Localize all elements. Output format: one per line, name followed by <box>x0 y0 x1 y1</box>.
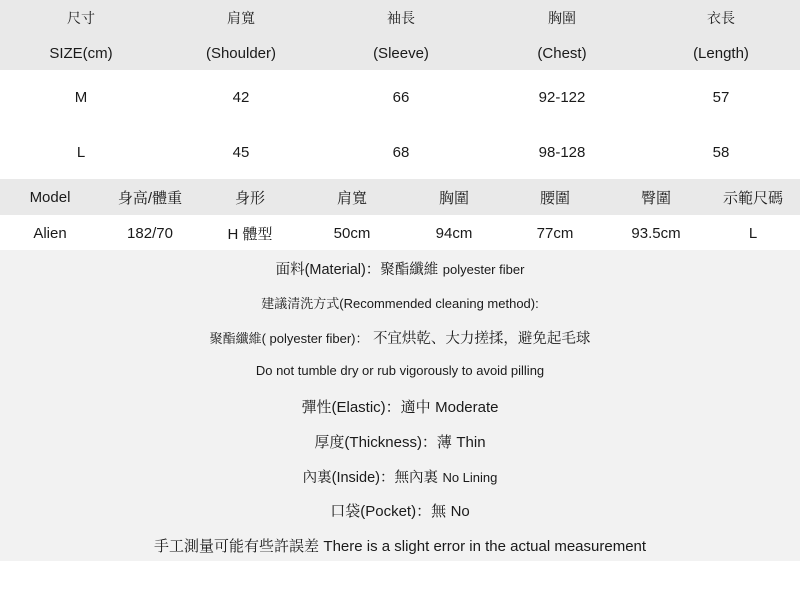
shoulder-cell: 50cm <box>333 224 371 242</box>
header-sleeve-zh: 袖長 <box>387 10 415 26</box>
product-notes <box>0 250 800 561</box>
model-name-cell: Alien <box>33 224 67 242</box>
size-cell: M <box>74 89 88 106</box>
size-table <box>0 0 800 180</box>
height-weight-cell: 182/70 <box>127 224 173 242</box>
thickness-note <box>0 431 800 452</box>
waist-cell: 77cm <box>536 224 574 242</box>
cleaning-title-text: 建議清洗方式(Recommended cleaning method): <box>261 296 539 311</box>
pocket-label: 口袋(Pocket)：無 <box>330 503 447 520</box>
model-table-header <box>0 179 800 215</box>
thickness-value: Thin <box>456 434 486 451</box>
size-table-header <box>0 0 800 70</box>
cleaning-instruction-en: Do not tumble dry or rub vigorously to avoid pilling <box>255 363 545 378</box>
measurement-error-zh: 手工測量可能有些許誤差 <box>153 538 319 555</box>
header-model: Model <box>29 188 71 206</box>
sleeve-cell: 66 <box>392 89 410 106</box>
cleaning-title <box>0 293 800 313</box>
header-shoulder: 肩寬 <box>336 189 367 207</box>
cleaning-instruction: 不宜烘乾、大力搓揉，避免起毛球 <box>372 331 591 347</box>
cleaning-note <box>0 327 800 348</box>
header-height-weight: 身高/體重 <box>117 189 183 207</box>
shoulder-cell: 42 <box>232 89 250 106</box>
elastic-value: Moderate <box>435 399 499 416</box>
measurement-error-en: There is a slight error in the actual measurement <box>323 538 647 555</box>
elastic-note <box>0 396 800 417</box>
demo-size-cell: L <box>748 224 758 242</box>
table-row <box>0 125 800 180</box>
material-note <box>0 258 800 279</box>
length-cell: 58 <box>712 144 730 161</box>
header-sleeve-en: (Sleeve) <box>373 44 429 62</box>
inside-note <box>0 466 800 487</box>
header-hip: 臀圍 <box>640 189 671 207</box>
header-size-en: SIZE(cm) <box>49 44 113 62</box>
chest-cell: 98-128 <box>538 144 586 161</box>
thickness-label: 厚度(Thickness)：薄 <box>314 434 452 451</box>
cleaning-material: 聚酯纖維( polyester fiber)： <box>209 331 369 346</box>
chest-cell: 92-122 <box>538 89 586 106</box>
shoulder-cell: 45 <box>232 144 250 161</box>
measurement-error-note <box>0 535 800 556</box>
header-demo-size: 示範尺碼 <box>722 189 783 207</box>
table-row <box>0 70 800 125</box>
size-cell: L <box>76 144 86 161</box>
model-table <box>0 179 800 251</box>
inside-value: No Lining <box>442 470 498 485</box>
length-cell: 57 <box>712 89 730 106</box>
header-shoulder-en: (Shoulder) <box>205 44 277 62</box>
pocket-value: No <box>450 503 470 520</box>
header-body-shape: 身形 <box>234 189 265 207</box>
header-waist: 腰圍 <box>539 189 570 207</box>
body-shape-cell: H 體型 <box>227 225 273 243</box>
table-row <box>0 215 800 251</box>
header-chest-en: (Chest) <box>537 44 587 62</box>
header-shoulder-zh: 肩寬 <box>227 10 255 26</box>
header-size-zh: 尺寸 <box>67 10 95 26</box>
cleaning-en-note <box>0 362 800 380</box>
hip-cell: 93.5cm <box>631 224 681 242</box>
material-value: polyester fiber <box>442 262 525 277</box>
elastic-label: 彈性(Elastic)：適中 <box>301 399 431 416</box>
header-length-en: (Length) <box>693 44 749 62</box>
pocket-note <box>0 500 800 521</box>
material-label: 面料(Material)：聚酯纖維 <box>275 262 439 278</box>
header-length-zh: 衣長 <box>707 10 735 26</box>
chest-cell: 94cm <box>435 224 473 242</box>
header-chest: 胸圍 <box>438 189 469 207</box>
sleeve-cell: 68 <box>392 144 410 161</box>
header-chest-zh: 胸圍 <box>548 10 576 26</box>
inside-label: 內裏(Inside)：無內裏 <box>302 470 438 486</box>
